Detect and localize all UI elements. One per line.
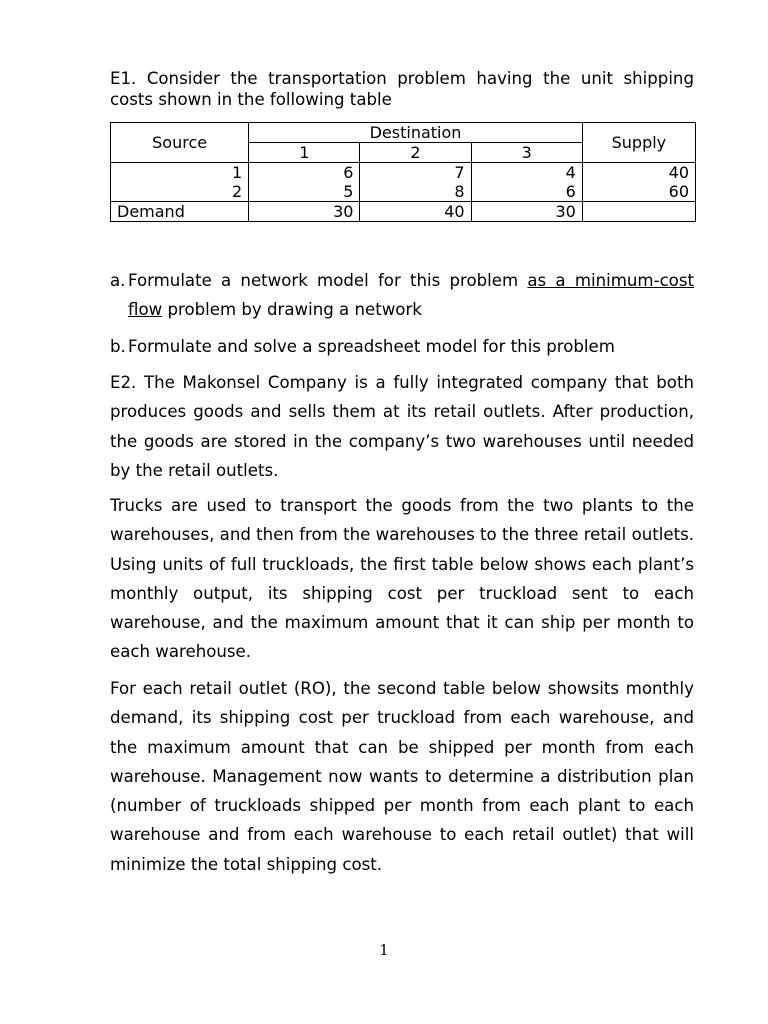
source-cell: 2: [111, 182, 249, 202]
cost-cell: 5: [249, 182, 360, 202]
e2-paragraph-2: Trucks are used to transport the goods from the two plants to the warehouses, and then from the warehouses to the three retail outlets. Using units of full truckloads, the first table below shows each plant’s monthly output, its shipping cost per truckload sent to each warehouse, and the maximum amount that it can ship per month to each warehouse.: [110, 496, 694, 662]
list-item-a: [110, 266, 694, 325]
empty-cell: [582, 202, 695, 222]
demand-cell: 40: [360, 202, 471, 222]
list-item-text: Formulate and solve a spreadsheet model for this problem: [128, 337, 615, 356]
demand-row: [111, 202, 696, 222]
supply-cell: 60: [582, 182, 695, 202]
e1-intro: E1. Consider the transportation problem having the unit shipping costs shown in the following table: [110, 69, 694, 109]
cost-cell: 6: [249, 163, 360, 183]
item-a-underlined-text: as a minimum-cost flow: [128, 271, 694, 320]
table-header-row: [111, 123, 696, 143]
e2-paragraph-3: For each retail outlet (RO), the second table below showsits monthly demand, its shipping cost per truckload from each warehouse, and the maximum amount that can be shipped per month from each warehouse. Management now wants to determine a distribution plan (number of truckloads shipped per month from each plant to each warehouse and from each warehouse to each retail outlet) that will minimize the total shipping cost.: [110, 679, 694, 874]
destination-1-header: 1: [249, 143, 360, 163]
cost-cell: 7: [360, 163, 471, 183]
item-a-text-end: problem by drawing a network: [162, 300, 422, 320]
list-item-text: [128, 266, 694, 325]
demand-label: Demand: [111, 202, 249, 222]
list-item-label: a.: [110, 271, 126, 290]
destination-2-header: 2: [360, 143, 471, 163]
destination-header: Destination: [249, 123, 583, 143]
supply-header: Supply: [582, 123, 695, 163]
cost-cell: 6: [471, 182, 582, 202]
supply-cell: 40: [582, 163, 695, 183]
table-row: [111, 163, 696, 183]
demand-cell: 30: [471, 202, 582, 222]
page-number: 1: [379, 941, 389, 959]
e2-paragraph-1: E2. The Makonsel Company is a fully integrated company that both produces goods and sells them at its retail outlets. After production, the goods are stored in the company’s two warehouses until needed by the retail outlets.: [110, 373, 694, 480]
transportation-cost-table: [110, 122, 696, 222]
table-row: [111, 182, 696, 202]
demand-cell: 30: [249, 202, 360, 222]
source-header: Source: [111, 123, 249, 163]
list-item-label: b.: [110, 337, 126, 356]
item-a-text-start: Formulate a network model for this problem: [128, 271, 528, 290]
cost-cell: 8: [360, 182, 471, 202]
destination-3-header: 3: [471, 143, 582, 163]
source-cell: 1: [111, 163, 249, 183]
list-item-b: [110, 332, 694, 361]
cost-cell: 4: [471, 163, 582, 183]
